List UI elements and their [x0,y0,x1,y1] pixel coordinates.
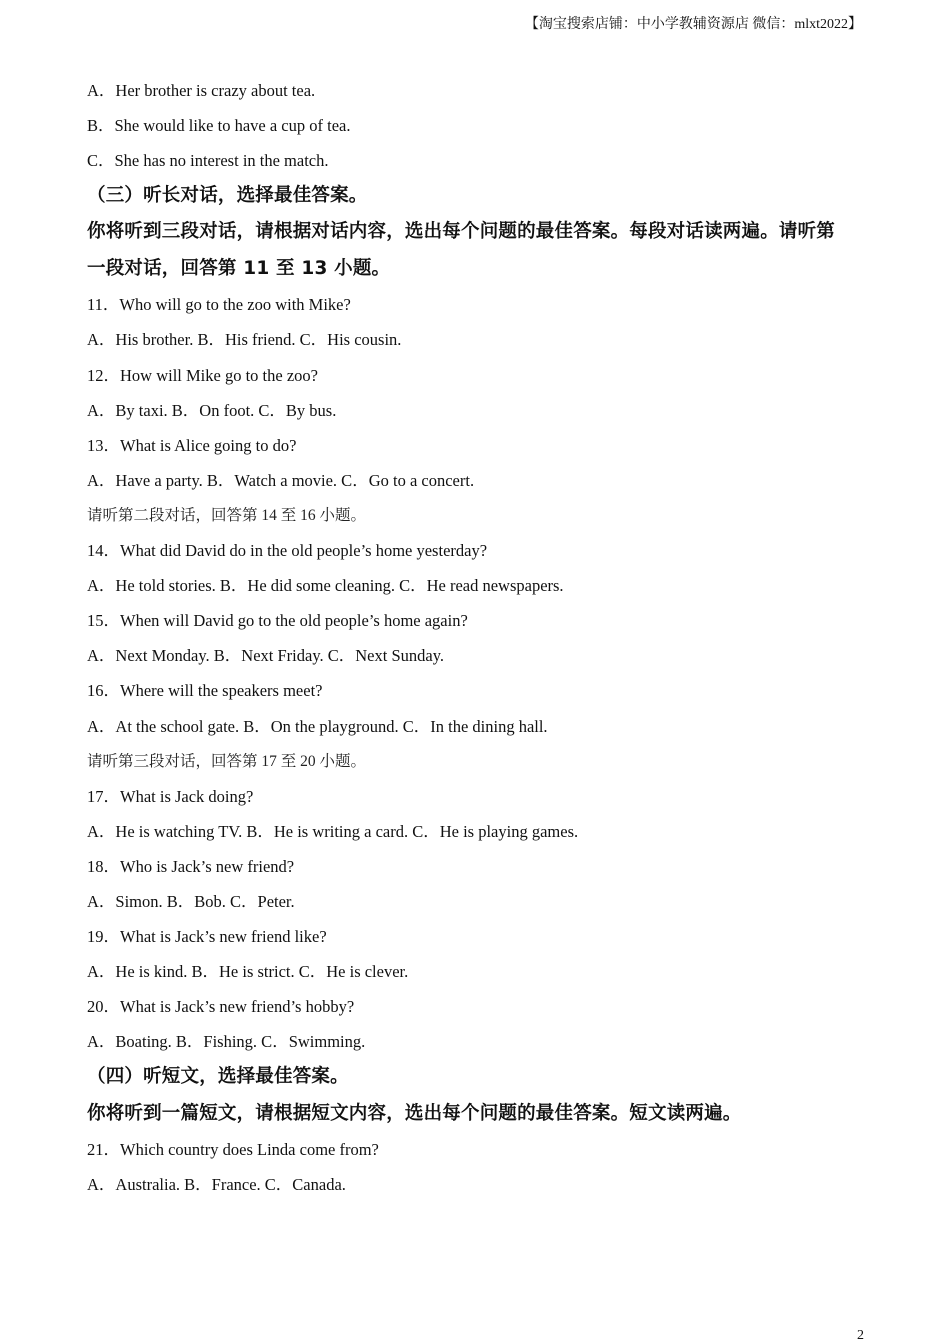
answer-options: A．Australia. B．France. C．Canada. [87,1174,346,1194]
question-text: 11．Who will go to the zoo with Mike? [87,295,351,315]
question-text: 13．What is Alice going to do? [87,435,297,455]
answer-options: A．Her brother is crazy about tea. [87,81,316,100]
answer-options: A．Simon. B．Bob. C．Peter. [87,891,295,911]
answer-options: A．He told stories. B．He did some cleaning. C．He read newspapers. [87,576,564,596]
sub-instruction: 请听第二段对话，回答第 14 至 16 小题。 [87,506,367,524]
answer-options: A．Next Monday. B．Next Friday. C．Next Sunday. [87,646,445,666]
page-content [87,73,867,1202]
answer-options: A．He is watching TV. B．He is writing a card. C．He is playing games. [87,821,579,841]
answer-options: A．By taxi. B．On foot. C．By bus. [87,400,337,420]
page-number: 2 [857,1328,864,1343]
question-text: 14．What did David do in the old people’s home yesterday? [87,541,488,561]
answer-options: A．Boating. B．Fishing. C．Swimming. [87,1032,366,1052]
instruction-text: 你将听到三段对话，请根据对话内容，选出每个问题的最佳答案。每段对话读两遍。请听第 [87,221,836,243]
question-text: 18．Who is Jack’s new friend? [87,856,295,876]
question-text: 17．What is Jack doing? [87,786,254,806]
answer-options: A．His brother. B．His friend. C．His cousin. [87,330,402,350]
question-text: 16．Where will the speakers meet? [87,681,323,701]
text-line: B．She would like to have a cup of tea. [87,116,351,136]
question-text: 12．How will Mike go to the zoo? [87,365,318,385]
answer-options: A．Have a party. B．Watch a movie. C．Go to a concert. [87,470,475,490]
instruction-text: 你将听到一篇短文，请根据短文内容，选出每个问题的最佳答案。短文读两遍。 [87,1102,742,1124]
sub-instruction: 请听第三段对话，回答第 17 至 20 小题。 [87,752,367,770]
page-header: 【淘宝搜索店铺：中小学教辅资源店 微信：mlxt2022】 [524,17,862,32]
text-line: C．She has no interest in the match. [87,151,329,171]
question-text: 15．When will David go to the old people’s home again? [87,611,468,631]
answer-options: A．He is kind. B．He is strict. C．He is clever. [87,962,409,982]
answer-options: A．At the school gate. B．On the playground. C．In the dining hall. [87,716,548,736]
section-heading: （四）听短文，选择最佳答案。 [87,1066,349,1088]
question-text: 21．Which country does Linda come from? [87,1139,379,1159]
instruction-text: 一段对话，回答第 11 至 13 小题。 [87,258,391,280]
section-heading: （三）听长对话，选择最佳答案。 [87,185,368,207]
question-text: 19．What is Jack’s new friend like? [87,927,327,947]
question-text: 20．What is Jack’s new friend’s hobby? [87,997,355,1017]
